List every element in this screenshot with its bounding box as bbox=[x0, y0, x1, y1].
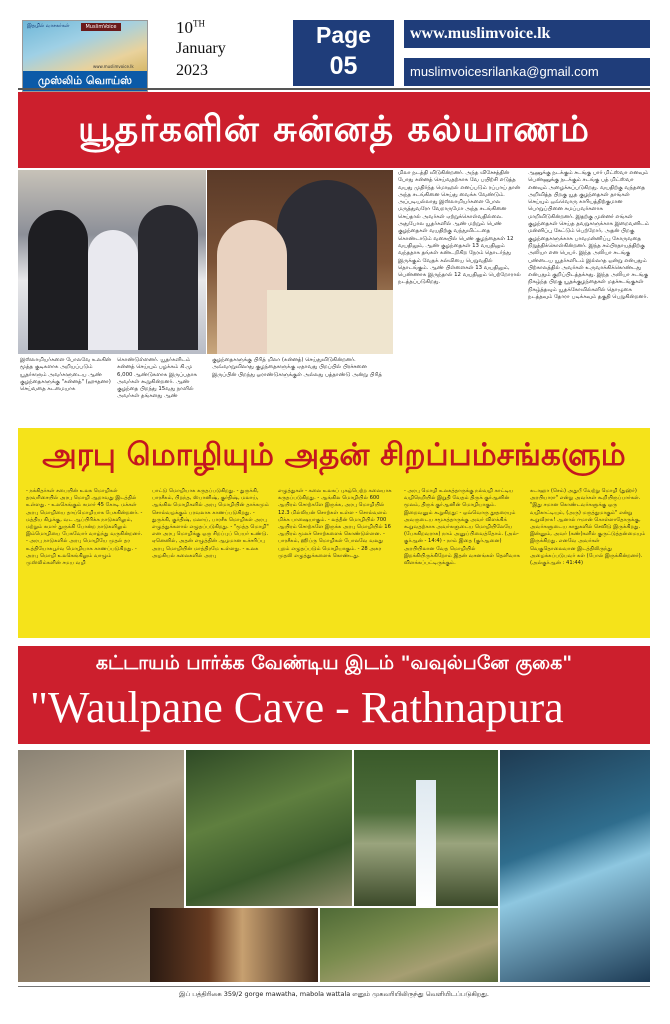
article1-column-1: இஸ்லாமியர்களை போலவே உலகின் மூத்த குடிகளாக அறியப்படும் யூதர்களும் அவர்களுடைய ஆண் குழந்தைகளுக்கு "சுன்னத்" (ஹுதனா) செய்வதை கடமையாக bbox=[20, 357, 112, 393]
article2-headline: அரபு மொழியும் அதன் சிறப்பம்சங்களும் bbox=[42, 437, 626, 473]
article2-column-5: கடாஹா (செம்) அதுபீ வேற்று மொழி (துஹ்ர்) அரபியாரா" என்று அவர்கள் கூறியிருப்பார்கள். "இது சமான கொண்டவர்களுக்கு ஒரு வழிகாட்டியும், (அரு) மருத்துமாகும்" என்று கூறுவீராக! ஆனால் ஈமான் கொள்ளாதோருக்கு, அவர்களுடைய காதுகளில் செவிடு இருக்கிறது. இன்னும், அவர் (கண்)களில் குருட்டுத்தன்மையும் இருக்கிறது. எனவே அவர்கள் வெகுதொலைவான இடத்திலிருந்து அழைக்கப்படுபவர் கள் (போல் இருக்கின்றனர்). (அல்குர்ஆன் : 41:44) bbox=[530, 488, 646, 567]
footer-divider bbox=[18, 986, 650, 987]
header-divider bbox=[18, 88, 650, 90]
article1-column-4: மிலா நடத்தி விடுகின்றனர். அந்த விசேசத்தின் போது சுன்னத் செய்வதற்காக வே பயிற்சி எடுத்த வயது முதிர்ந்த மொஹல் எனப்படும் ரப்பாய் தான் அந்த சடங்கினை செய்து வைக்க வேண்டும். அப்படியல்லாது இஸ்லாமியர்களை போல மருத்துவரோ வேறாருமோ அந்த சடங்கினை செய்தால் அவர்கள் ஏற்றுக்கொள்வதில்லை. அதுபோல யூதர்களில் ஆண் மற்றும் பெண் குழந்தைகள் வயதிற்கு வந்துவிட்டதை கொண்டாடும் வகையில் பெண் குழந்தைகள் 12 வயதிலும், ஆண் குழந்தைகள் 13 வயதிலும் வந்ததாக தங்கள் கண்டறிகிற நேரம் தொடர்ந்து இருக்கும் வேதக் கல்வியை பெறுவதில் தொடங்கும். ஆண் பிள்ளைகள் 13 வயதிலும், பெண்ணாக இருந்தால் 12 வயதிலும் பெற்றோரால் நடத்தப்படுகிறது. bbox=[398, 170, 521, 286]
article1-photo-torah-reading bbox=[207, 170, 393, 354]
waterfall-shape bbox=[416, 780, 436, 906]
issue-date-month: January bbox=[176, 40, 226, 57]
article1-column-3: குழந்தைகளுக்கு பிரித் மிலா (சுன்னத்) செய்துவிடுகின்றனர். அவ்வாறுவிலாது குழந்தைகளுக்கு ஏதாவது பிறப்பில் பிரச்சனை இருப்பின் பிறந்து ஓராண்டுகளுக்குள் அல்லது பத்தாண்டு அன்று பிரித் bbox=[212, 357, 382, 378]
page-number-box bbox=[293, 20, 394, 86]
article1-headline: யூதர்களின் சுன்னத் கல்யாணம் bbox=[18, 92, 650, 168]
cave-photo-interior bbox=[150, 908, 318, 982]
issue-date-day: 10TH bbox=[176, 18, 205, 37]
photo-figure bbox=[88, 230, 138, 350]
article2-column-4: - அரபு மொழி உலகத்தாருக்கு நல்வழி காட்டிய வழிநெறியில் இறுதி வேதம் திருக் குர்ஆனின் மூலம், திருக் குர்ஆனின் மொழியாகும். இறைவனும் கூறுகிறது: - ஒவ்வொரு தூதரையும் அவருடைய சமூகத்தாருக்கு அவர் விளக்கிக் கூறுவதற்காக அவர்களுடைய மொழியிலேயே (பேசுகிறவராக) நாம் அனுப்பிவைத்தோம். (அல்-குர்ஆன் - 14:4) - நாம் இதை (குர்ஆனை) அரபியிலான வேத மொழியில் இறக்கியிருக்கிறோம் இதன் வசனங்கள் தெளிவாக விளக்கப்பட்டிருக்கும். bbox=[404, 488, 520, 567]
website-link[interactable]: www.muslimvoice.lk bbox=[404, 20, 650, 48]
issue-date-year: 2023 bbox=[176, 62, 208, 79]
email-link[interactable]: muslimvoicesrilanka@gmail.com bbox=[404, 58, 650, 86]
photo-figure bbox=[28, 210, 88, 350]
photo-scroll bbox=[267, 290, 393, 354]
article1-photo-ceremony bbox=[18, 170, 206, 354]
masthead-logo bbox=[22, 20, 148, 92]
page-label: Page bbox=[316, 22, 371, 48]
cave-photo-jungle bbox=[186, 750, 352, 906]
article1-column-2: கொண்டுள்ளனர். யூதர்களிடம் சுன்னத் செய்யும் பழக்கம் கி.மு 6,000 ஆண்டுகளாக இருப்பதாக அவர்கள் கூறுகின்றனர். ஆண் குழந்தை பிறந்து 15வது நாளில் அவர்கள் தங்களது ஆண் bbox=[117, 357, 197, 400]
article3-banner bbox=[18, 646, 650, 744]
publisher-address: இப் பத்திரிகை 359/2 gorge mawatha, mabola wattala எனும் முகவரியிலிருந்து வெளியிடப்படுகிறது. bbox=[179, 990, 489, 998]
photo-figure bbox=[138, 205, 198, 350]
logo-title: முஸ்லிம் வொய்ஸ் bbox=[23, 71, 147, 91]
logo-url: www.muslimvoice.lk bbox=[93, 64, 134, 69]
article1-column-5: ஆணுக்கு நடக்கும் சடங்கு பார் மிட்ஸ்வா எனவும் பெண்ணுக்கு நடக்கும் சடங்கு பத் மிட்ஸ்வா எனவும் அழைக்கப்படுகிறது. வயதிற்கு வந்ததை அறிவித்த பிறகு யூத குழந்தைகள் தாங்கள் செய்யும் ஒவ்வொரு காரியத்திற்குமான பொறுப்பினை சுமப்பவர்களாக மாறிவிடுகின்றனர். இதற்கு முன்னர் எங்கள் குழந்தைகள் செய்த தவறுகளுக்காக இறைவனிடம் மன்னிப்பு கேட்டும் பெற்றோர், அதன் பிறகு குழந்தைகளுக்காக பாவமன்னிப்பு கோருவதை நிறுத்திக்கொள்கின்றனர். இந்த சம்பிரதாயத்திற்கு அலியா என பெயர். இந்த அலியா சடங்கு பண்டைய யூதர்களிடம் இல்லாத ஒன்று என்பதும் பிற்காலத்தில் அவர்கள் உருவாக்கிக்கொண்டது என்பதும் குறிப்பிடத்தக்கது. இந்த அலியா சடங்கு நிகழ்ந்த பிறகு யூதக்குழந்தைகள் மதச்சடங்குகள் நிகழ்த்தவும் யூதக்கோவில்களில் தொழுகை நடத்தவும் தோரா படிக்கவும் தகுதி பெறுகின்றனர். bbox=[528, 170, 649, 301]
article3-title-tamil: கட்டாயம் பார்க்க வேண்டிய இடம் "வவுல்பனே குகை" bbox=[95, 652, 573, 674]
article2-column-2: பாட்டு மொழியாக கருதப்படுகிறது. - துருக்கி, பாரசீகம், பிறந்த, ஸ்பானிஷ், குர்திஷ், மலாய், ஆங்கில மொழிகளில் அரபு மொழியின் தாக்கமும் சொல்வழக்கும் பரவலாக காணப்படுகிறது. - துருக்கி, குர்திஷ், மலாய், பாரசீக மொழிகள் அரபு எழுத்துக்களால் எழுதப்படுகிறது. - "மூத்த மொழி" என அரபு மொழிக்கு ஒரு சிறப்புப் பெயர் உண்டு. ஏனெனில், அதன் எழுத்தின் ஆழமான உச்சரிப்பு அரபு மொழியின் மாத்திரமே உள்ளது. - உலக அழகியல் கலைகளில் அரபு bbox=[152, 488, 269, 559]
article2-column-1: - நக்கிதர்கள் சபையின் உலக மொழிகள் தரவரிசையில் அரபு மொழி ஆறாவது இடத்தில் உள்ளது. - உலகெங்கும் சுமார் 45 கோடி மக்கள் அரபு மொழியை தாய்மொழியாக பேசுகின்றனர். - மத்திய கிழக்கு, வட ஆப்பிரிக்க நாடுகளிலும், மற்றும் சுமார் துருக்கி போன்ற நாடுகளிலும் இம்மொழியை பேசுவோர் வாழ்ந்து வருகின்றனர். - அரபு நாடுகளில் அரபு மொழியே முதல் தர உத்தியோகபூர்வ மொழியாக காணப்படுகிறது. - அரபு மொழி உலகெங்கிலும் வாழும் முஸ்லிம்களின் சமய வழி bbox=[26, 488, 143, 567]
article3-title-english: "Waulpane Cave - Rathnapura bbox=[30, 683, 564, 732]
logo-brand-badge: MuslimVoice bbox=[81, 23, 121, 31]
article2-column-3: எழுத்துகள் - கலை உலகப் புகழ்பெற்ற கலையாக கருதப்படுகிறது. - ஆங்கில மொழியில் 600 ஆயிரம் சொற்களே இருக்க, அரபு மொழியில் 12.3 மில்லியன் சொற்கள் உள்ள - சொல்வளம் மிக்க பாஷையாகும். - லத்தீன் மொழியில் 700 ஆயிரம் சொற்களே இருக்க அரபு மொழியில் 16 ஆயிரம் மூலச் சொற்களைக் கொண்டுள்ளன. - பாரசீகம், ஹிப்ரு மொழிகள் போலவே வலது புறம் எழுதப்படும் மொழியாகும். - 28 அகர முதலி எழுத்துக்களைக் கொண்டது. bbox=[278, 488, 392, 559]
cave-photo-stream bbox=[320, 908, 498, 982]
cave-photo-underwater-rock bbox=[500, 750, 650, 982]
page-number: 05 bbox=[329, 52, 358, 80]
cave-photo-waterfall bbox=[354, 750, 498, 906]
logo-tagline: இதழில் வாசகர்கள் bbox=[27, 23, 70, 29]
